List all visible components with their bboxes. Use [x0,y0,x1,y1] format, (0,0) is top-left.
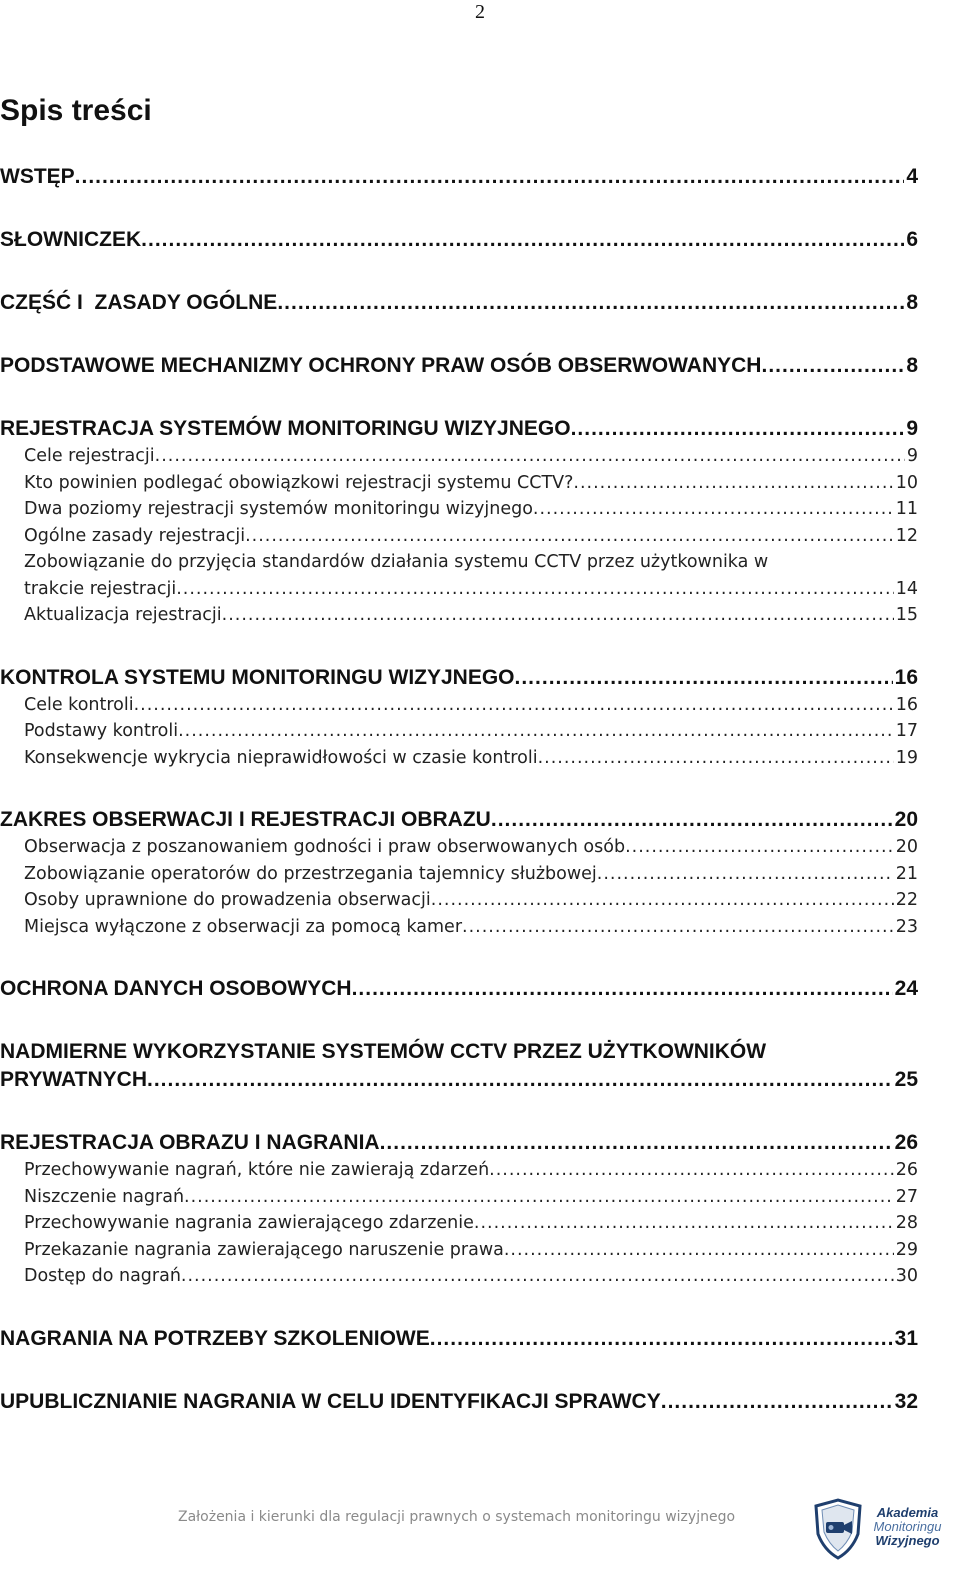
dot-leader [533,496,894,523]
toc-subentry-page: 21 [895,863,918,884]
toc-title: Spis treści [0,94,152,127]
toc-entry-page: 6 [906,228,918,251]
dot-leader [491,806,893,834]
dot-leader [597,861,894,888]
dot-leader [245,523,894,550]
toc-entry-nagrania-szkoleniowe[interactable] [0,1325,918,1353]
toc-subentry[interactable] [0,745,918,772]
dot-leader [176,576,894,603]
toc-entry-label-line1: NADMIERNE WYKORZYSTANIE SYSTEMÓW CCTV PRZEZ UŻYTKOWNIKÓW [0,1040,767,1063]
dot-leader [222,602,894,629]
toc-subentry-label: Zobowiązanie operatorów do przestrzegania tajemnicy służbowej [24,863,597,884]
toc-subentry-label: Przechowywanie nagrań, które nie zawierają zdarzeń [24,1160,490,1180]
akademia-logo [812,1498,952,1562]
toc-subentry-label: Cele kontroli [24,694,134,715]
dot-leader [380,1129,893,1157]
toc-subentry-wrapped[interactable] [0,549,918,602]
dot-leader [474,1210,894,1237]
toc-entry-rejestracja-obrazu[interactable] [0,1129,918,1157]
toc-entry-page: 16 [894,665,918,689]
logo-wordmark [860,1506,955,1548]
toc-subentry-label-line1: Zobowiązanie do przyjęcia standardów działania systemu CCTV przez użytkownika w [24,552,769,572]
toc-entry-label: OCHRONA DANYCH OSOBOWYCH [0,977,352,1000]
dot-leader [141,226,904,254]
toc-entry-label: CZĘŚĆ I ZASADY OGÓLNE [0,291,278,314]
toc-subentry[interactable] [0,602,918,629]
toc-entry-line2 [0,1066,918,1094]
dot-leader [571,415,905,443]
dot-leader [184,1184,894,1211]
toc-subentry[interactable] [0,834,918,861]
toc-subentry-page: 16 [895,694,918,715]
toc-entry-label-line2: PRYWATNYCH [0,1068,147,1091]
toc-subentry-page: 19 [895,747,918,768]
dot-leader [75,163,905,191]
toc-subentry[interactable] [0,1210,918,1237]
toc-subentry-page: 9 [906,446,918,466]
toc-entry-label: KONTROLA SYSTEMU MONITORINGU WIZYJNEGO [0,665,515,689]
dot-leader [178,718,894,745]
toc-subentry-page: 29 [895,1239,918,1260]
toc-subentry-page: 28 [895,1213,918,1233]
toc-entry-page: 32 [894,1389,918,1413]
shield-camera-icon [812,1498,864,1560]
dot-leader [625,834,894,861]
dot-leader [155,443,905,470]
table-of-contents [0,163,918,1416]
toc-subentry-page: 14 [895,578,918,599]
toc-subentry[interactable] [0,496,918,523]
toc-entry-page: 25 [894,1068,918,1091]
toc-subentry-label: Podstawy kontroli [24,721,179,741]
toc-subentry-label: Kto powinien podlegać obowiązkowi rejestracji systemu CCTV? [24,472,574,493]
toc-entry-label: SŁOWNICZEK [0,228,142,251]
logo-line-1: Akademia [876,1505,939,1520]
toc-subentry-label: Przekazanie nagrania zawierającego naruszenie prawa [24,1239,504,1260]
toc-subentry-label: Ogólne zasady rejestracji [24,525,246,546]
toc-subentry-label: Cele rejestracji [24,446,155,466]
toc-entry-page: 26 [894,1131,918,1154]
toc-subentry-page: 23 [895,916,918,937]
toc-entry-kontrola[interactable] [0,664,918,692]
dot-leader [504,1237,894,1264]
toc-subentry-page: 15 [895,605,918,625]
toc-subentry[interactable] [0,914,918,941]
toc-subentry[interactable] [0,470,918,497]
toc-subentry-page: 11 [895,499,918,519]
toc-subentry-page: 30 [895,1266,918,1286]
toc-entry-label: REJESTRACJA OBRAZU I NAGRANIA [0,1131,380,1154]
toc-subentry-line2 [24,576,918,603]
toc-entry-page: 8 [906,291,918,314]
toc-subentry[interactable] [0,718,918,745]
toc-entry-page: 8 [906,354,918,377]
dot-leader [134,692,894,719]
toc-subentry-label: Konsekwencje wykrycia nieprawidłowości w czasie kontroli [24,747,538,768]
toc-subentry[interactable] [0,1263,918,1290]
dot-leader [181,1263,894,1290]
toc-subentry-page: 17 [895,721,918,741]
toc-subentry-page: 22 [895,890,918,910]
toc-subentry-label: Miejsca wyłączone z obserwacji za pomocą kamer [24,916,463,937]
toc-entry-ochrona-danych[interactable] [0,975,918,1003]
page-number: 2 [475,1,485,23]
logo-line-2: Monitoringu [873,1519,942,1534]
toc-entry-page: 9 [906,417,918,440]
toc-entry-label: NAGRANIA NA POTRZEBY SZKOLENIOWE [0,1326,430,1350]
toc-entry-upublicznianie[interactable] [0,1388,918,1416]
dot-leader [277,289,904,317]
toc-subentry-page: 10 [895,472,918,493]
toc-subentry[interactable] [0,887,918,914]
toc-entry-label: ZAKRES OBSERWACJI I REJESTRACJI OBRAZU [0,808,491,831]
toc-entry-zakres[interactable] [0,806,918,834]
dot-leader [489,1157,894,1184]
toc-entry-label: WSTĘP [0,165,75,188]
toc-entry-page: 4 [906,165,918,188]
toc-subentry[interactable] [0,1237,918,1264]
toc-subentry[interactable] [0,692,918,719]
toc-subentry-page: 27 [895,1186,918,1207]
toc-subentry-page: 26 [895,1160,918,1180]
toc-entry-label: PODSTAWOWE MECHANIZMY OCHRONY PRAW OSÓB OBSERWOWANYCH [0,354,762,377]
dot-leader [515,664,893,692]
dot-leader [538,745,894,772]
logo-line-3: Wizyjnego [875,1533,940,1548]
dot-leader [573,470,893,497]
toc-entry-rejestracja-systemow[interactable] [0,415,918,443]
dot-leader [431,887,894,914]
dot-leader [352,975,893,1003]
toc-subentry-label: Aktualizacja rejestracji [24,605,222,625]
dot-leader [462,914,894,941]
dot-leader [430,1325,893,1353]
toc-subentry-label-line2: trakcie rejestracji [24,578,177,599]
toc-subentry-label: Obserwacja z poszanowaniem godności i praw obserwowanych osób [24,837,626,857]
toc-subentry-label: Osoby uprawnione do prowadzenia obserwacji [24,890,431,910]
toc-entry-slowniczek[interactable] [0,226,918,254]
toc-subentry-page: 12 [895,525,918,546]
dot-leader [147,1066,893,1094]
footer-text: Założenia i kierunki dla regulacji prawnych o systemach monitoringu wizyjnego [178,1509,736,1525]
toc-subentry[interactable] [0,861,918,888]
toc-subentry-label: Przechowywanie nagrania zawierającego zdarzenie [24,1213,474,1233]
toc-subentry-label: Niszczenie nagrań [24,1186,185,1207]
toc-entry-nadmierne-wykorzystanie[interactable] [0,1038,918,1094]
toc-subentry-label: Dostęp do nagrań [24,1266,181,1286]
toc-entry-czesc-1[interactable] [0,289,918,317]
toc-entry-label: REJESTRACJA SYSTEMÓW MONITORINGU WIZYJNEGO [0,417,571,440]
toc-subentry[interactable] [0,443,918,470]
toc-entry-wstep[interactable] [0,163,918,191]
toc-subentry[interactable] [0,1157,918,1184]
toc-entry-page: 31 [894,1326,918,1350]
dot-leader [761,352,904,380]
toc-entry-page: 24 [894,977,918,1000]
toc-subentry[interactable] [0,523,918,550]
toc-subentry-label: Dwa poziomy rejestracji systemów monitoringu wizyjnego [24,499,533,519]
dot-leader [661,1388,893,1416]
toc-entry-label: UPUBLICZNIANIE NAGRANIA W CELU IDENTYFIKACJI SPRAWCY [0,1389,661,1413]
toc-entry-page: 20 [894,808,918,831]
toc-subentry[interactable] [0,1184,918,1211]
toc-subentry-page: 20 [895,837,918,857]
toc-entry-podstawowe-mechanizmy[interactable] [0,352,918,380]
